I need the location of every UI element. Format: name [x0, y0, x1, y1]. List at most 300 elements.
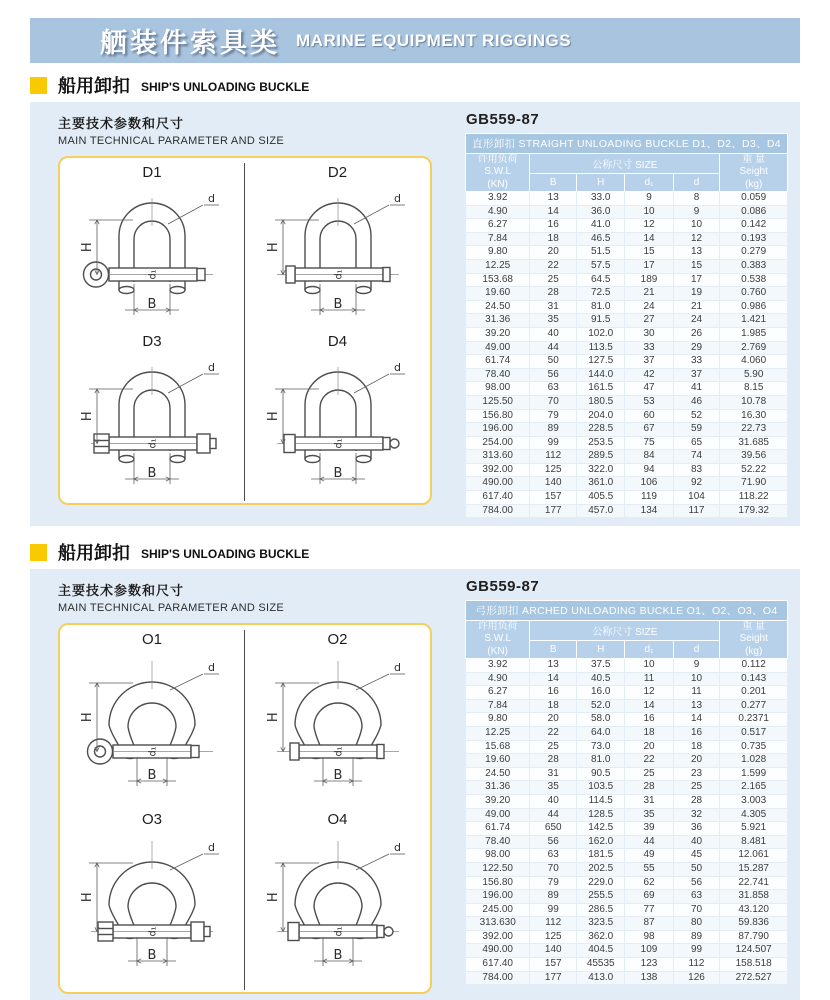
col-header-B: B: [530, 641, 577, 659]
section2-heading-cn: 船用卸扣: [58, 543, 130, 563]
table-row: [466, 219, 788, 233]
cell: 98.00: [466, 849, 530, 863]
table-title: 弓形卸扣 ARCHED UNLOADING BUCKLE O1、O2、O3、O4: [466, 601, 788, 621]
cell: 63: [530, 382, 577, 396]
cell: 106: [625, 477, 673, 491]
swl-line1: 许用负荷: [477, 154, 518, 166]
cell: 228.5: [577, 423, 625, 437]
svg-text:d: d: [393, 192, 401, 205]
cell: 617.40: [466, 958, 530, 972]
diagram-box-straight: [58, 156, 432, 505]
cell: 22: [530, 726, 577, 740]
col-header-H: H: [577, 174, 625, 192]
cell: 4.060: [720, 355, 788, 369]
svg-text:H: H: [80, 411, 95, 422]
cell: 39.56: [720, 450, 788, 464]
cell: 16: [530, 686, 577, 700]
straight-buckle-tbody: [466, 192, 788, 518]
cell: 10: [673, 672, 720, 686]
cell: 362.0: [577, 930, 625, 944]
cell: 0.986: [720, 300, 788, 314]
cell: 41.0: [577, 219, 625, 233]
cell: 0.517: [720, 726, 788, 740]
table-row: [466, 890, 788, 904]
diagram-O3: [60, 810, 245, 990]
diagram-O1: [60, 630, 245, 810]
shackle-drawing: [64, 182, 240, 322]
cell: 18: [530, 232, 577, 246]
svg-text:d: d: [393, 841, 401, 854]
cell: 81.0: [577, 300, 625, 314]
cell: 22: [530, 259, 577, 273]
shackle-drawing: [64, 649, 240, 789]
cell: 12.25: [466, 259, 530, 273]
svg-text:B: B: [333, 297, 342, 312]
cell: 0.201: [720, 686, 788, 700]
cell: 40.5: [577, 672, 625, 686]
svg-text:d: d: [208, 841, 215, 854]
shackle-drawing: [250, 829, 426, 969]
cell: 15.287: [720, 862, 788, 876]
section1-left-column: [58, 110, 453, 526]
cell: 21: [625, 287, 673, 301]
cell: 361.0: [577, 477, 625, 491]
cell: 84: [625, 450, 673, 464]
cell: 10: [625, 205, 673, 219]
swl-line3: (KN): [487, 645, 508, 657]
section2-panel: [30, 569, 800, 1000]
cell: 78.40: [466, 368, 530, 382]
cell: 41: [673, 382, 720, 396]
cell: 157: [530, 958, 577, 972]
cell: 29: [673, 341, 720, 355]
table-row: [466, 232, 788, 246]
cell: 32: [673, 808, 720, 822]
cell: 33: [673, 355, 720, 369]
cell: 14: [530, 672, 577, 686]
cell: 87: [625, 917, 673, 931]
cell: 50: [530, 355, 577, 369]
cell: 99: [530, 436, 577, 450]
cell: 20: [530, 246, 577, 260]
swl-line2: S.W.L: [484, 166, 512, 178]
cell: 37: [625, 355, 673, 369]
cell: 114.5: [577, 794, 625, 808]
cell: 122.50: [466, 862, 530, 876]
cell: 14: [530, 205, 577, 219]
yellow-bullet-icon: [30, 544, 47, 561]
cell: 5.90: [720, 368, 788, 382]
diagram-label: O3: [141, 811, 162, 828]
table-row: [466, 368, 788, 382]
cell: 177: [530, 504, 577, 518]
cell: 254.00: [466, 436, 530, 450]
cell: 64.5: [577, 273, 625, 287]
svg-text:H: H: [80, 242, 95, 253]
cell: 0.538: [720, 273, 788, 287]
diagram-label: D4: [327, 333, 348, 350]
straight-buckle-table: [465, 133, 788, 518]
cell: 73.0: [577, 740, 625, 754]
section2-heading-en: SHIP'S UNLOADING BUCKLE: [141, 547, 310, 561]
cell: 22.73: [720, 423, 788, 437]
cell: 109: [625, 944, 673, 958]
cell: 119: [625, 491, 673, 505]
cell: 124.507: [720, 944, 788, 958]
cell: 113.5: [577, 341, 625, 355]
cell: 79: [530, 409, 577, 423]
cell: 1.028: [720, 754, 788, 768]
cell: 1.421: [720, 314, 788, 328]
cell: 19.60: [466, 287, 530, 301]
section1-heading-cn: 船用卸扣: [58, 76, 130, 96]
svg-text:d: d: [208, 661, 215, 674]
cell: 0.760: [720, 287, 788, 301]
cell: 8.481: [720, 835, 788, 849]
table-row: [466, 740, 788, 754]
table-row: [466, 754, 788, 768]
cell: 61.74: [466, 355, 530, 369]
cell: 617.40: [466, 491, 530, 505]
cell: 70: [530, 395, 577, 409]
cell: 61.74: [466, 822, 530, 836]
table-row: [466, 876, 788, 890]
param-title-cn: 主要技术参数和尺寸: [58, 116, 185, 131]
table-row: [466, 273, 788, 287]
diagram-label: D2: [327, 164, 348, 181]
cell: 17: [625, 259, 673, 273]
arched-buckle-table: [465, 600, 788, 985]
svg-text:H: H: [80, 712, 95, 723]
swl-line1: 许用负荷: [477, 621, 518, 633]
table-row: [466, 767, 788, 781]
cell: 98: [625, 930, 673, 944]
section1-heading: [30, 73, 800, 97]
cell: 125: [530, 930, 577, 944]
shackle-drawing: [250, 182, 426, 322]
svg-text:d₁: d₁: [333, 926, 344, 937]
cell: 74: [673, 450, 720, 464]
cell: 140: [530, 477, 577, 491]
cell: 89: [530, 423, 577, 437]
svg-text:H: H: [265, 411, 281, 422]
cell: 153.68: [466, 273, 530, 287]
cell: 28: [625, 781, 673, 795]
cell: 253.5: [577, 436, 625, 450]
table-row: [466, 726, 788, 740]
cell: 1.985: [720, 327, 788, 341]
param-title-cn: 主要技术参数和尺寸: [58, 583, 185, 598]
svg-text:H: H: [265, 892, 281, 903]
table-row: [466, 930, 788, 944]
col-header-weight: [720, 621, 788, 659]
section2-left-column: [58, 577, 453, 1000]
cell: 98.00: [466, 382, 530, 396]
cell: 36: [673, 822, 720, 836]
svg-text:d: d: [393, 361, 401, 374]
cell: 127.5: [577, 355, 625, 369]
cell: 47: [625, 382, 673, 396]
table-row: [466, 713, 788, 727]
cell: 13: [673, 699, 720, 713]
cell: 142.5: [577, 822, 625, 836]
cell: 80: [673, 917, 720, 931]
cell: 45535: [577, 958, 625, 972]
cell: 24: [625, 300, 673, 314]
cell: 289.5: [577, 450, 625, 464]
col-header-d: d: [673, 174, 720, 192]
cell: 57.5: [577, 259, 625, 273]
weight-line1: 重 量: [742, 154, 766, 166]
cell: 322.0: [577, 463, 625, 477]
cell: 313.60: [466, 450, 530, 464]
col-header-swl: [466, 621, 530, 659]
table-row: [466, 355, 788, 369]
cell: 7.84: [466, 232, 530, 246]
cell: 39.20: [466, 794, 530, 808]
cell: 75: [625, 436, 673, 450]
col-header-size: 公称尺寸 SIZE: [530, 621, 720, 641]
cell: 27: [625, 314, 673, 328]
cell: 25: [625, 767, 673, 781]
cell: 0.383: [720, 259, 788, 273]
cell: 28: [530, 754, 577, 768]
cell: 10.78: [720, 395, 788, 409]
table-row: [466, 504, 788, 518]
diagram-label: O1: [141, 631, 162, 648]
cell: 16.30: [720, 409, 788, 423]
cell: 413.0: [577, 971, 625, 985]
cell: 64.0: [577, 726, 625, 740]
diagram-D3: [60, 332, 245, 501]
cell: 392.00: [466, 930, 530, 944]
cell: 117: [673, 504, 720, 518]
cell: 69: [625, 890, 673, 904]
cell: 24: [673, 314, 720, 328]
cell: 24.50: [466, 767, 530, 781]
cell: 245.00: [466, 903, 530, 917]
cell: 0.142: [720, 219, 788, 233]
cell: 9: [673, 659, 720, 673]
svg-text:H: H: [265, 712, 281, 723]
col-header-size: 公称尺寸 SIZE: [530, 154, 720, 174]
table-row: [466, 205, 788, 219]
cell: 156.80: [466, 876, 530, 890]
table-row: [466, 450, 788, 464]
cell: 7.84: [466, 699, 530, 713]
diagram-box-arched: [58, 623, 432, 994]
cell: 0.279: [720, 246, 788, 260]
table-row: [466, 192, 788, 206]
diagram-O4: [245, 810, 430, 990]
svg-text:d₁: d₁: [333, 746, 344, 757]
cell: 45: [673, 849, 720, 863]
cell: 103.5: [577, 781, 625, 795]
svg-text:d₁: d₁: [147, 438, 159, 449]
cell: 8: [673, 192, 720, 206]
cell: 404.5: [577, 944, 625, 958]
cell: 70: [530, 862, 577, 876]
cell: 13: [673, 246, 720, 260]
table-row: [466, 944, 788, 958]
cell: 63: [530, 849, 577, 863]
diagram-D1: [60, 163, 245, 332]
cell: 65: [673, 436, 720, 450]
svg-text:B: B: [333, 768, 342, 783]
table-row: [466, 477, 788, 491]
cell: 104: [673, 491, 720, 505]
cell: 18: [673, 740, 720, 754]
cell: 128.5: [577, 808, 625, 822]
banner-title-en: MARINE EQUIPMENT RIGGINGS: [296, 30, 572, 50]
cell: 19.60: [466, 754, 530, 768]
cell: 16: [530, 219, 577, 233]
diagram-label: O4: [327, 811, 348, 828]
cell: 6.27: [466, 686, 530, 700]
cell: 179.32: [720, 504, 788, 518]
table-row: [466, 382, 788, 396]
svg-text:d₁: d₁: [333, 438, 344, 449]
page-banner: [30, 18, 800, 63]
cell: 25: [673, 781, 720, 795]
cell: 56: [530, 368, 577, 382]
cell: 14: [673, 713, 720, 727]
cell: 0.277: [720, 699, 788, 713]
table-row: [466, 849, 788, 863]
shackle-drawing: [64, 829, 240, 969]
section1-right-column: [465, 110, 788, 526]
cell: 30: [625, 327, 673, 341]
standard-number: GB559-87: [466, 578, 540, 595]
cell: 51.5: [577, 246, 625, 260]
cell: 9: [673, 205, 720, 219]
cell: 0.2371: [720, 713, 788, 727]
cell: 99: [673, 944, 720, 958]
cell: 81.0: [577, 754, 625, 768]
cell: 33: [625, 341, 673, 355]
svg-text:d: d: [208, 361, 215, 374]
svg-text:H: H: [265, 242, 281, 253]
col-header-d: d: [673, 641, 720, 659]
cell: 33.0: [577, 192, 625, 206]
cell: 52.22: [720, 463, 788, 477]
cell: 126: [673, 971, 720, 985]
svg-text:B: B: [333, 466, 342, 481]
shackle-drawing: [250, 351, 426, 491]
svg-text:B: B: [147, 948, 157, 963]
cell: 2.769: [720, 341, 788, 355]
cell: 125: [530, 463, 577, 477]
cell: 91.5: [577, 314, 625, 328]
cell: 59.836: [720, 917, 788, 931]
table-row: [466, 903, 788, 917]
cell: 112: [530, 917, 577, 931]
cell: 89: [673, 930, 720, 944]
cell: 21: [673, 300, 720, 314]
cell: 79: [530, 876, 577, 890]
table-row: [466, 423, 788, 437]
cell: 13: [530, 659, 577, 673]
cell: 313.630: [466, 917, 530, 931]
svg-text:d₁: d₁: [147, 746, 159, 757]
table-row: [466, 699, 788, 713]
cell: 40: [530, 794, 577, 808]
diagram-O2: [245, 630, 430, 810]
cell: 9.80: [466, 246, 530, 260]
cell: 4.90: [466, 205, 530, 219]
cell: 3.003: [720, 794, 788, 808]
cell: 0.193: [720, 232, 788, 246]
svg-text:B: B: [147, 466, 157, 481]
cell: 16: [673, 726, 720, 740]
arched-buckle-tbody: [466, 659, 788, 985]
cell: 157: [530, 491, 577, 505]
table-row: [466, 436, 788, 450]
cell: 17: [673, 273, 720, 287]
cell: 36.0: [577, 205, 625, 219]
cell: 78.40: [466, 835, 530, 849]
cell: 58.0: [577, 713, 625, 727]
cell: 323.5: [577, 917, 625, 931]
svg-text:H: H: [80, 892, 95, 903]
cell: 16: [625, 713, 673, 727]
cell: 62: [625, 876, 673, 890]
cell: 12.25: [466, 726, 530, 740]
table-row: [466, 409, 788, 423]
svg-text:B: B: [147, 768, 157, 783]
cell: 40: [673, 835, 720, 849]
cell: 784.00: [466, 504, 530, 518]
table-row: [466, 246, 788, 260]
cell: 9.80: [466, 713, 530, 727]
cell: 44: [530, 808, 577, 822]
cell: 134: [625, 504, 673, 518]
cell: 70: [673, 903, 720, 917]
col-header-swl: [466, 154, 530, 192]
cell: 10: [625, 659, 673, 673]
cell: 1.599: [720, 767, 788, 781]
cell: 59: [673, 423, 720, 437]
cell: 31.685: [720, 436, 788, 450]
table-row: [466, 958, 788, 972]
cell: 63: [673, 890, 720, 904]
cell: 49.00: [466, 808, 530, 822]
cell: 20: [530, 713, 577, 727]
cell: 56: [530, 835, 577, 849]
weight-line2: Seight: [739, 633, 768, 645]
cell: 405.5: [577, 491, 625, 505]
cell: 53: [625, 395, 673, 409]
cell: 11: [625, 672, 673, 686]
section1-heading-en: SHIP'S UNLOADING BUCKLE: [141, 80, 310, 94]
cell: 35: [530, 314, 577, 328]
cell: 40: [530, 327, 577, 341]
cell: 177: [530, 971, 577, 985]
cell: 46.5: [577, 232, 625, 246]
table-row: [466, 395, 788, 409]
swl-line2: S.W.L: [484, 633, 512, 645]
cell: 255.5: [577, 890, 625, 904]
diagram-label: D1: [142, 164, 162, 181]
table-row: [466, 287, 788, 301]
cell: 42: [625, 368, 673, 382]
diagram-D2: [245, 163, 430, 332]
cell: 112: [673, 958, 720, 972]
cell: 14: [625, 699, 673, 713]
cell: 4.305: [720, 808, 788, 822]
col-header-d1: d₁: [625, 641, 673, 659]
cell: 31: [530, 300, 577, 314]
